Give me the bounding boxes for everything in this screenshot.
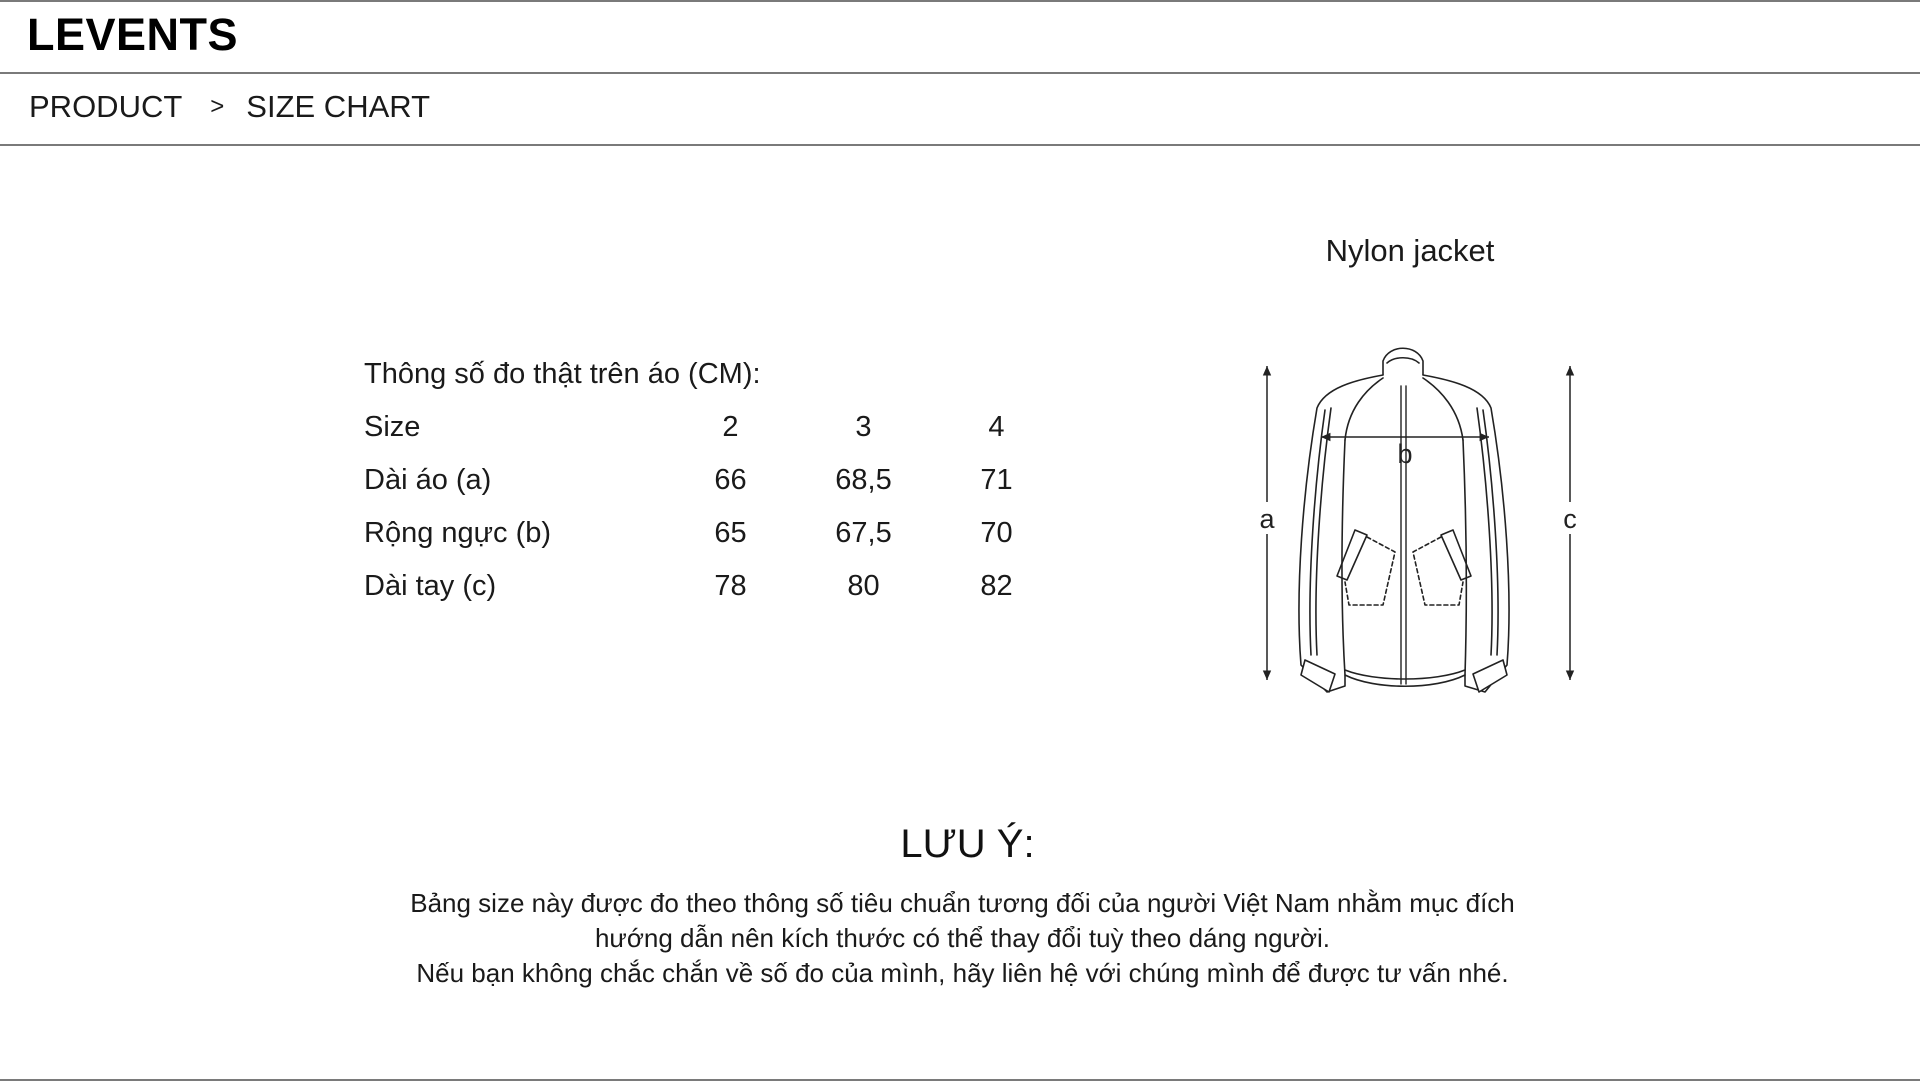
table-row [364, 507, 1063, 560]
table-cell: 67,5 [835, 517, 892, 549]
note-line: hướng dẫn nên kích thước có thể thay đổi tuỳ theo dáng người. [594, 923, 1331, 953]
note-title: LƯU Ý: [900, 822, 1035, 866]
table-cell: 70 [980, 517, 1013, 549]
measure-c-label: c [1563, 504, 1577, 534]
table-cell: 68,5 [835, 464, 892, 496]
row-label: Dài áo (a) [364, 464, 492, 496]
row-label: Rộng ngực (b) [364, 517, 552, 549]
measure-a-label: a [1259, 504, 1275, 534]
measure-b-label: b [1397, 439, 1413, 469]
table-cell: 65 [714, 517, 747, 549]
table-row [364, 560, 1063, 613]
jacket-body [1299, 375, 1509, 692]
table-cell: 78 [714, 570, 747, 602]
note-line: Bảng size này được đo theo thông số tiêu chuẩn tương đối của người Việt Nam nhằm mục đích [410, 888, 1515, 918]
size-header: 3 [855, 411, 872, 443]
size-header: 4 [988, 411, 1005, 443]
breadcrumb-separator: > [210, 93, 225, 120]
breadcrumb-divider [0, 144, 1920, 146]
top-border [0, 0, 1920, 2]
table-header-row [364, 401, 1063, 454]
jacket-diagram [1245, 330, 1595, 700]
note-body [0, 886, 1920, 991]
table-cell: 66 [714, 464, 747, 496]
product-name: Nylon jacket [1325, 233, 1495, 268]
table-caption: Thông số đo thật trên áo (CM): [364, 358, 761, 390]
size-header: 2 [722, 411, 739, 443]
size-header-label: Size [364, 411, 421, 443]
table-cell: 82 [980, 570, 1013, 602]
breadcrumb-product[interactable]: PRODUCT [29, 89, 183, 124]
brand-logo[interactable]: LEVENTS [27, 9, 239, 60]
breadcrumb [29, 89, 430, 125]
size-table [364, 348, 1063, 613]
table-cell: 80 [847, 570, 880, 602]
table-row [364, 454, 1063, 507]
table-cell: 71 [980, 464, 1013, 496]
breadcrumb-size-chart[interactable]: SIZE CHART [246, 89, 431, 124]
row-label: Dài tay (c) [364, 570, 497, 602]
header-divider [0, 72, 1920, 74]
note-line: Nếu bạn không chắc chắn về số đo của mình, hãy liên hệ với chúng mình để được tư vấn nhé. [416, 958, 1509, 988]
bottom-border [0, 1079, 1920, 1081]
